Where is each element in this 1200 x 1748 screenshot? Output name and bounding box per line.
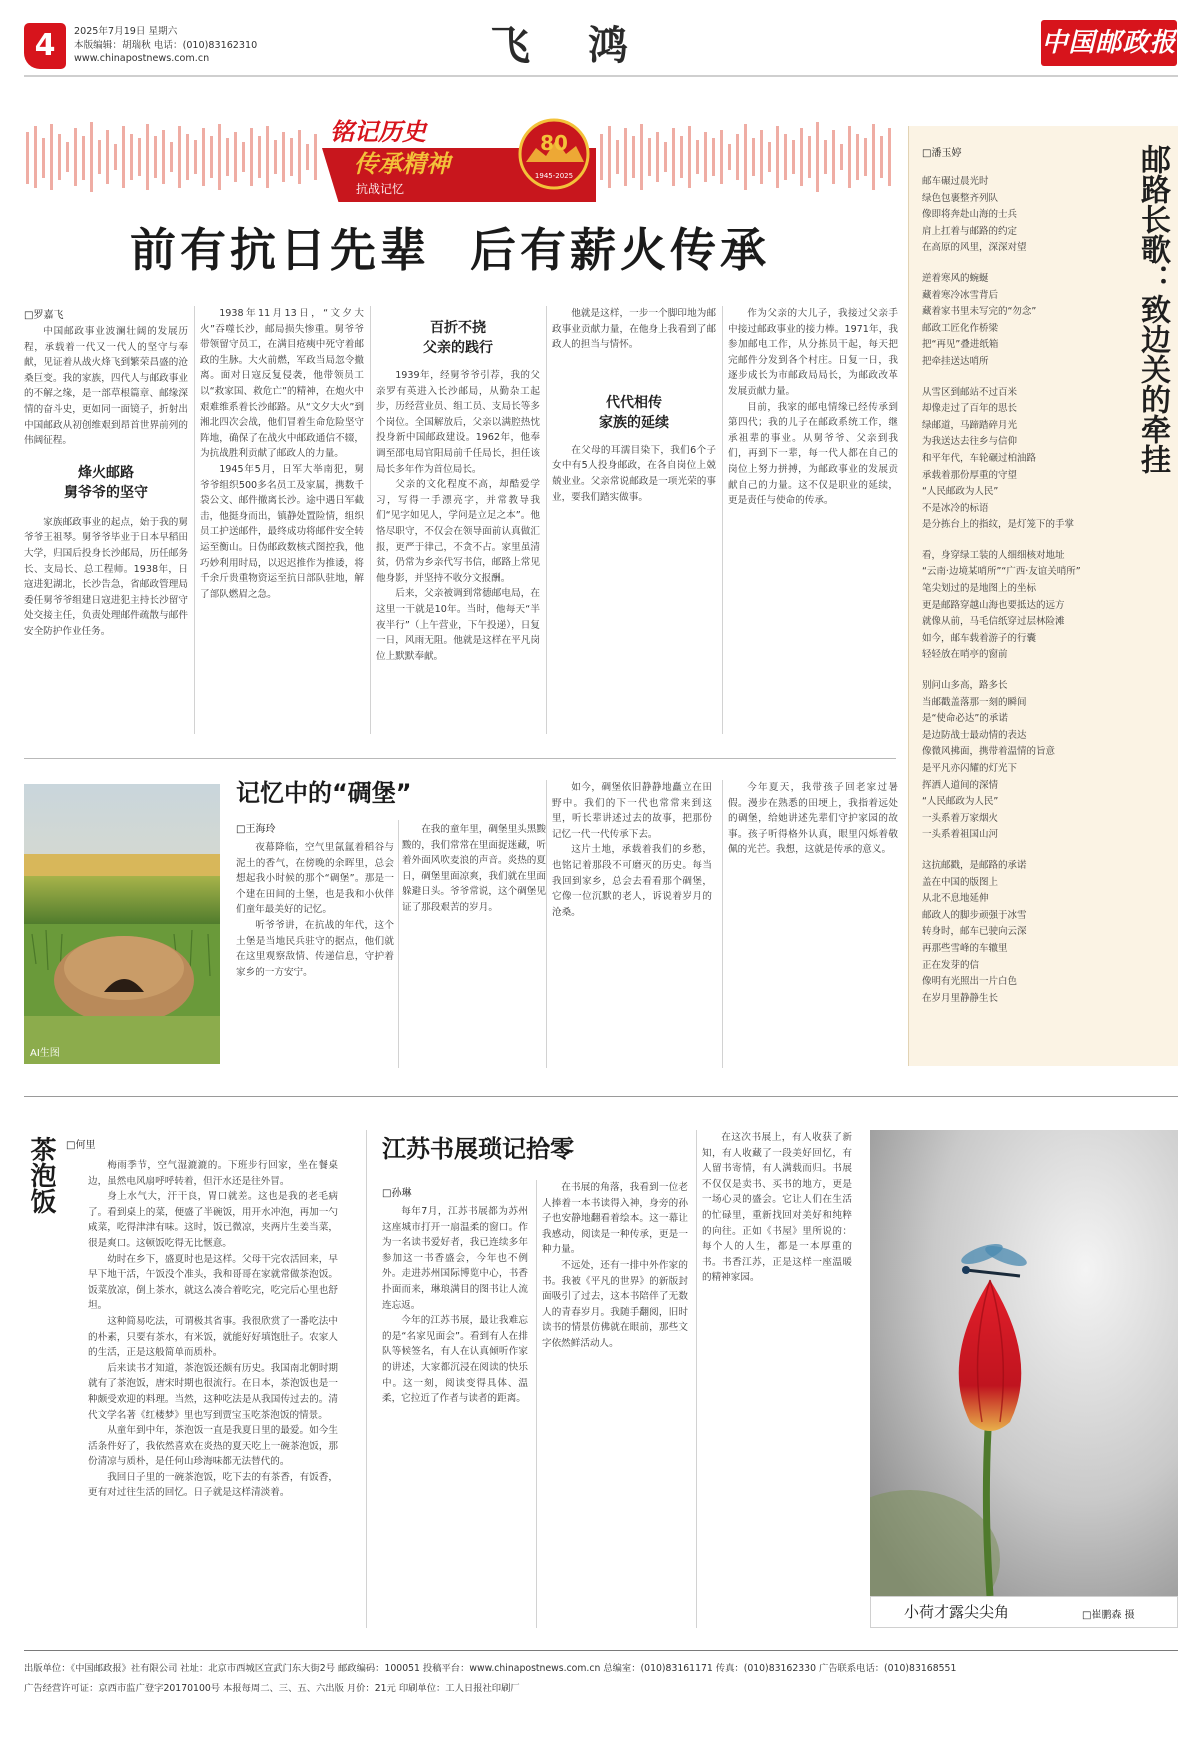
article2-p1: 夜幕降临，空气里氤氲着稻谷与泥土的香气，在傍晚的余晖里，总会想起我小时候的那个“碉堡”。那是一个建在田间的土堡，也是我和小伙伴们童年最美好的记忆。 xyxy=(236,842,394,916)
article1-byline: □罗嘉飞 xyxy=(24,310,64,321)
header-date: 2025年7月19日 星期六 xyxy=(74,26,178,37)
bunker-illustration xyxy=(24,784,220,1064)
banner-line1: 铭记历史 xyxy=(330,118,426,146)
article1-p9: 作为父亲的大儿子，我接过父亲手中接过邮政事业的接力棒。1971年，我参加邮电工作，从分拣员干起，每天把完邮件分发到各个村庄。日复一日，我逐步成长为市邮政局局长，为邮政改革发展贡献力量。 xyxy=(728,308,898,397)
col-rule xyxy=(722,306,723,734)
article1-col1 xyxy=(24,324,188,738)
article2-p3: 在我的童年里，碉堡里头黑黢黢的，我们常常在里面捉迷藏，听着外面风吹麦浪的声音。炎热的夏日，碉堡里面凉爽，我们就在里面躲避日头。爷爷常说，这个碉堡见证了那段艰苦的岁月。 xyxy=(402,824,546,913)
masthead-logo: 中国邮政报 xyxy=(1041,20,1177,66)
article2-col1 xyxy=(236,840,394,1068)
article3-p6: 从童年到中年，茶泡饭一直是我夏日里的最爱。如今生活条件好了，我依然喜欢在炎热的夏天吃上一碗茶泡饭，那份清凉与质朴，是任何山珍海味都无法替代的。 xyxy=(88,1425,338,1468)
col-rule xyxy=(546,306,547,734)
anniversary-seal xyxy=(516,110,592,198)
col-rule xyxy=(696,1130,697,1628)
footer-line1: 出版单位：《中国邮政报》社有限公司 社址：北京市西城区宣武门东大街2号 邮政编码：100051 投稿平台：www.chinapostnews.com.cn 总编室：(010)83161171 传真：(010)83162330 广告联系电话：(010)83168551 xyxy=(24,1663,957,1674)
article3-p4: 这种简易吃法，可谓极其省事。我很欣赏了一番吃法中的朴素，只要有茶水，有米饭，就能好好填饱肚子。农家人的生活，正是这般简单而质朴。 xyxy=(88,1315,338,1359)
article1-p10: 目前，我家的邮电情缘已经传承到第四代；我的儿子在邮政系统工作，继承祖辈的事业。从舅爷爷、父亲到我们，再到下一辈，每一代人都在自己的岗位上努力拼搏，为邮政事业的发展贡献自己的力量。这不仅是职业的延续，更是责任与使命的传承。 xyxy=(728,401,898,507)
banner-block xyxy=(322,108,596,202)
article1-subhead2: 百折不挠 父亲的践行 xyxy=(423,320,493,356)
col-rule xyxy=(546,780,547,1068)
seal-years: 1945-2025 xyxy=(534,172,574,180)
article4-p2: 今年的江苏书展，最让我难忘的是“名家见面会”。看到有人在排队等候签名，有人在认真倾听作家的讲述，大家都沉浸在阅读的快乐中。这一刻，阅读变得具体、温柔，它拉近了作者与读者的距离。 xyxy=(382,1315,528,1405)
article1-p3: 1945年5月，日军大举南犯，舅爷爷组织500多名员工及家属，携数千袋公文、邮件撤离长沙。途中遇日军截击，他挺身而出，镇静处置险情，组织员工护送邮件，最终成功将邮件安全转运至衡山。日伪邮政数核式图控我，他巧妙利用时局，以迟迟推作为推诿，将千余斤贵重物资运至抗日部队驻地，解了部队燃眉之急。 xyxy=(200,463,364,600)
col-rule xyxy=(398,820,399,1068)
col-rule xyxy=(370,306,371,734)
article4-col1 xyxy=(382,1204,528,1628)
photo-caption: 小荷才露尖尖角 xyxy=(904,1603,1010,1621)
ai-caption: AI生图 xyxy=(30,1048,60,1059)
col-rule xyxy=(194,306,195,734)
article1-col2 xyxy=(200,306,364,738)
article2-col3 xyxy=(552,780,712,1068)
poem-stanza6: 这抗邮戳，是邮路的承诺 盖在中国的版图上 从北不息地延伸 邮政人的脚步顽强于冰雪 转身时，邮车已驶向云深 再那些雪峰的车辙里 正在发芽的信 像明有光照出一片白色 在岁月里静静生长 xyxy=(922,859,1027,1004)
footer-divider xyxy=(24,1650,1178,1651)
poem-stanza1: 邮车碾过晨光时 绿色包裹整齐列队 像即将奔赴山海的士兵 肩上扛着与邮路的约定 在高原的风里，深深对望 xyxy=(922,176,1027,254)
poem-stanza5: 别问山多高，路多长 当邮戳盖落那一刻的瞬间 是“使命必达”的承诺 是边防战士最动情的表达 像微风拂面，携带着温情的旨意 是平凡亦闪耀的灯光下 挥洒人道间的深情 “人民邮政为人民” 一头系着万家烟火 一头系着祖国山河 xyxy=(922,680,1056,841)
article4-p5: 在这次书展上，有人收获了新知，有人收藏了一段美好回忆，有人留书寄情，有人满载而归。书展不仅仅是卖书、买书的地方，更是一场心灵的盛会。它让人们在生活的忙碌里，重新找回对美好和纯粹的向往。正如《书屋》里所说的：每个人的人生，都是一本厚重的书。书香江苏，正是这样一座温暖的精神家园。 xyxy=(702,1132,852,1284)
banner-tag: 抗战记忆 xyxy=(356,182,405,196)
header-editor: 本版编辑：胡瑞秋 电话：(010)83162310 xyxy=(74,39,258,51)
article1-subhead3: 代代相传 家族的延续 xyxy=(599,394,669,431)
article1-col5 xyxy=(728,306,898,738)
banner-line2: 传承精神 xyxy=(354,150,450,178)
poem-body xyxy=(922,174,1118,1007)
page-number: 4 xyxy=(34,28,56,63)
page-number-badge xyxy=(24,23,66,69)
poem-byline: □潘玉婷 xyxy=(922,148,962,159)
article3-byline: □何里 xyxy=(66,1140,96,1151)
article1-p7: 他就是这样，一步一个脚印地为邮政事业贡献力量，在他身上我看到了邮政人的担当与情怀。 xyxy=(552,308,716,351)
header-divider xyxy=(24,75,1178,77)
article2-col2 xyxy=(402,822,546,1068)
article2-p5: 这片土地，承载着我们的乡愁，也铭记着那段不可磨灭的历史。每当我回到家乡，总会去看看那个碉堡，它像一位沉默的老人，诉说着岁月的沧桑。 xyxy=(552,844,712,918)
article3-title: 茶泡饭 xyxy=(26,1136,56,1214)
poem-stanza2: 逆着寒风的蜿蜒 藏着寒冷冰雪背后 藏着家书里未写完的“勿念” 邮政工匠化作桥梁 把“再见”叠进纸箱 把牵挂送达哨所 xyxy=(922,272,1037,367)
article2-title: 记忆中的“碉堡” xyxy=(236,779,412,807)
section-divider-major xyxy=(24,1096,1178,1097)
poem-stanza3: 从雪区到邮站不过百米 却像走过了百年的思长 绿邮道，马蹄踏碎月光 为我送达去往乡与信仰 和平年代，车轮碾过柏油路 承载着那份厚重的守望 “人民邮政为人民” 不是冰冷的标语 是分拣台上的指纹，是灯笼下的手掌 xyxy=(922,386,1075,531)
main-headline: 前有抗日先辈 后有薪火传承 xyxy=(129,223,771,277)
article3-body xyxy=(88,1158,338,1628)
article2-byline: □王海玲 xyxy=(236,824,276,835)
article1-col3 xyxy=(376,318,540,738)
article1-col4 xyxy=(552,306,716,738)
header-website: www.chinapostnews.com.cn xyxy=(74,53,210,64)
col-rule xyxy=(536,1180,537,1628)
article1-p2: 1938年11月13日，“文夕大火”吞噬长沙，邮局损失惨重。舅爷爷带领留守员工，在满目疮痍中死守着邮政的生脉。大火前燃，军政当局忽令撤离。面对日寇反复侵袭，他带领员工以“救家国、救危亡”的精神，在炮火中艰难维系着长沙邮路。从“文夕大火”到湘北四次会战，他们冒着生命危险坚守阵地，确保了在战火中邮政通信不辍，为抗战胜利贡献了邮政人的力量。 xyxy=(200,308,364,460)
article3-p1: 梅雨季节，空气湿漉漉的。下班步行回家，坐在餐桌边，虽然电风扇呼呼转着，但汗水还是往外冒。 xyxy=(88,1160,338,1187)
article1-p5: 父亲的文化程度不高，却酷爱学习，写得一手漂亮字，并常教导我们“见字如见人，学问是立足之本”。他恪尽职守，不仅会在领导面前认真做汇报，更严于律己，不贪不占。家里虽清贫，仍常为乡亲代写书信，邮路上常见他身影，并坚持不收分文报酬。 xyxy=(376,479,540,584)
article4-col3 xyxy=(702,1130,852,1628)
banner-decoration-right xyxy=(598,118,894,196)
seal-number: 80 xyxy=(540,131,568,155)
poem-stanza4: 看，身穿绿工装的人细细核对地址 “云南·边境某哨所”“广西·友谊关哨所” 笔尖划过的是地图上的坐标 更是邮路穿越山海也要抵达的远方 就像从前，马毛信纸穿过层林险滩 如今，邮车载着游子的行囊 轻轻放在哨亭的窗前 xyxy=(922,549,1081,661)
footer-line2: 广告经营许可证：京西市监广登字20170100号 本报每周二、三、五、六出版 月价：21元 印刷单位：工人日报社印刷厂 xyxy=(24,1683,520,1694)
article2-p4: 如今，碉堡依旧静静地矗立在田野中。我们的下一代也常常来到这里，听长辈讲述过去的故事，把那份记忆一代一代传承下去。 xyxy=(552,782,712,840)
article4-p1: 每年7月，江苏书展都为苏州这座城市打开一扇温柔的窗口。作为一名读书爱好者，我已连续多年参加这一书香盛会，今年也不例外。走进苏州国际博览中心，书香扑面而来，琳琅满目的图书让人流连忘返。 xyxy=(382,1206,528,1311)
photo-credit: □崔鹏森 摄 xyxy=(1082,1610,1135,1621)
article2-p2: 听爷爷讲，在抗战的年代，这个土堡是当地民兵驻守的据点，他们就在这里观察敌情、传递信息，守护着家乡的一方安宁。 xyxy=(236,919,394,978)
banner-decoration-left xyxy=(24,118,320,196)
article1-p4: 1939年，经舅爷爷引荐，我的父亲罗有英进入长沙邮局，从勤杂工起步，历经营业员、组工员、支局长等多个岗位。全国解放后，父亲以满腔热忱投身新中国邮政建设。1962年，他奉调至邵电局官阳局前千任局长，担任该局长多年作为首位局长。 xyxy=(376,370,540,475)
article4-p4: 不远处，还有一排中外作家的书。我被《平凡的世界》的新版封面吸引了过去，这本书陪伴了无数人的青春岁月。我随手翻阅，旧时读书的情景仿佛就在眼前，那些文字依然鲜活动人。 xyxy=(542,1259,688,1349)
article1-p8: 在父母的耳濡目染下，我们6个子女中有5人投身邮政，在各自岗位上兢兢业业。父亲常说邮政是一项光荣的事业，要我们踏实做事。 xyxy=(552,444,716,503)
article4-title: 江苏书展琐记拾零 xyxy=(382,1134,574,1163)
article4-byline: □孙琳 xyxy=(382,1188,412,1199)
article3-p7: 我回日子里的一碗茶泡饭，吃下去的有茶香，有饭香，更有对过往生活的回忆。日子就是这样清淡着。 xyxy=(88,1471,338,1499)
article3-p5: 后来读书才知道，茶泡饭还颇有历史。我国南北朝时期就有了茶泡饭，唐宋时期也很流行。在日本，茶泡饭也是一种颇受欢迎的料理。当然，这种吃法是从我国传过去的。清代文学名著《红楼梦》里也写到贾宝玉吃茶泡饭的情景。 xyxy=(88,1362,338,1421)
article4-p3: 在书展的角落，我看到一位老人捧着一本书读得入神，身旁的孙子也安静地翻看着绘本。这一幕让我感动，阅读是一种传承，更是一种力量。 xyxy=(542,1182,688,1256)
article1-p6: 后来，父亲被调到常德邮电局，在这里一干就是10年。当时，他每天“半夜半行”（上午营业，下午投递），日复一日，风雨无阻。他就是这样在平凡岗位上默默奉献。 xyxy=(376,588,540,662)
article2-p6: 今年夏天，我带孩子回老家过暑假。漫步在熟悉的田埂上，我指着远处的碉堡，给她讲述先辈们守护家园的故事。孩子听得格外认真，眼里闪烁着敬佩的光芒。我想，这就是传承的意义。 xyxy=(728,782,898,856)
article1-p1: 家族邮政事业的起点，始于我的舅爷爷王祖琴。舅爷爷毕业于日本早稻田大学，归国后投身长沙邮局，历任邮务长、支局长、总工程师。1938年，日寇进犯湖北，长沙告急，省邮政管理局委任舅爷爷组建日寇进犯主持长沙留守处交接主任，负责处理邮件疏散与邮件安全防护作业任务。 xyxy=(24,516,188,637)
poem-title: 邮路长歌：致边关的牵挂 xyxy=(1135,144,1170,474)
article2-col4 xyxy=(728,780,898,1068)
article3-p2: 身上水气大，汗干良，胃口就差。这也是我的老毛病了。看到桌上的菜，便盛了半碗饭，用开水冲泡，再加一勺咸菜，吃得津津有味。这时，饭已微凉，夹两片生姜当菜，很是爽口。这顿饭吃得无比惬意。 xyxy=(88,1191,338,1249)
article4-col2 xyxy=(542,1180,688,1628)
article3-p3: 幼时在乡下，盛夏时也是这样。父母干完农活回来，早早下地干活，午饭没个准头，我和哥哥在家就常做茶泡饭。饭菜放凉，倒上茶水，就这么凑合着吃完，吃完后心里也舒坦。 xyxy=(88,1253,338,1312)
article1-intro: 中国邮政事业波澜壮阔的发展历程，承载着一代又一代人的坚守与奉献，见证着从战火烽飞到繁荣昌盛的沧桑巨变。我的家族，四代人与邮政事业的不解之缘，是一部草根篇章、邮缘深情的奋斗史，更如同一面镜子，折射出中国邮政从初创维艰到昂首世界前列的伟阔征程。 xyxy=(24,326,188,447)
article1-subhead1: 烽火邮路 舅爷爷的坚守 xyxy=(64,464,148,501)
header-meta xyxy=(74,25,257,66)
section-title: 飞 鸿 xyxy=(490,22,650,69)
section-divider xyxy=(24,758,896,759)
col-rule xyxy=(366,1130,367,1628)
lotus-photo xyxy=(870,1130,1178,1596)
col-rule xyxy=(722,780,723,1068)
